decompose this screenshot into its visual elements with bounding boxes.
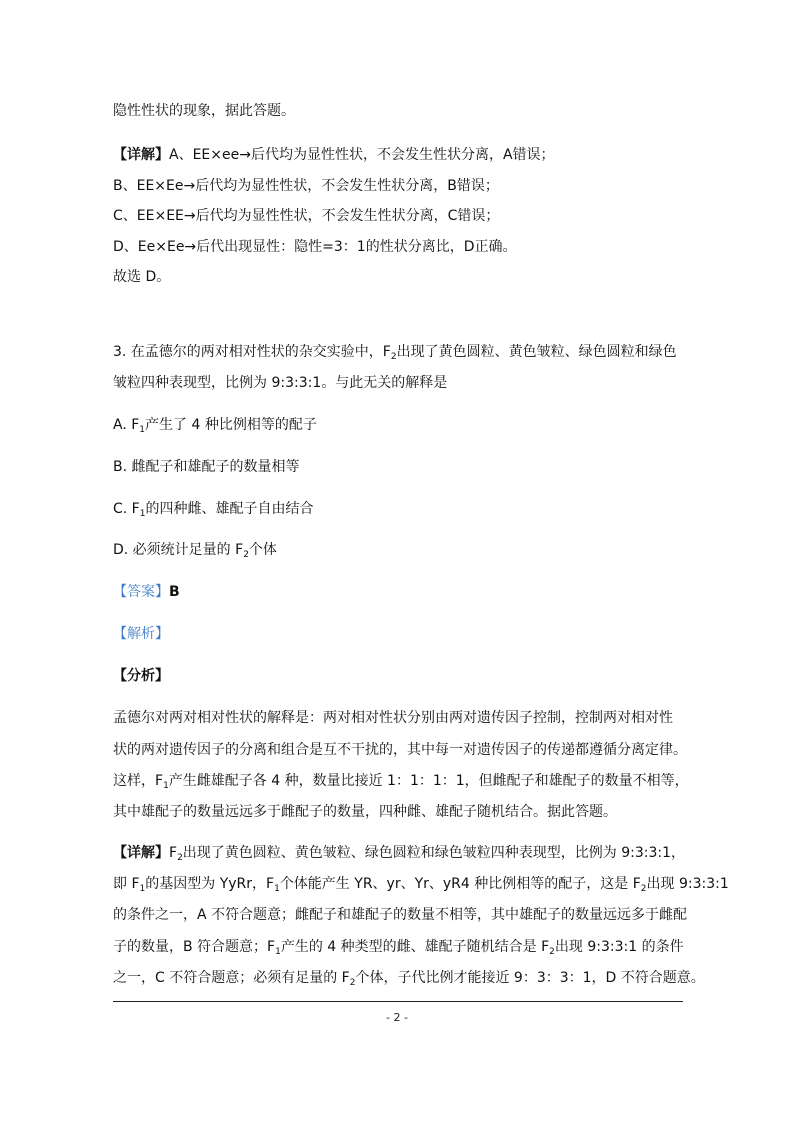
fenxi-tag-line <box>113 666 169 686</box>
option-c-post: 的四种雌、雄配子自由结合 <box>145 501 314 517</box>
answer-line <box>113 582 180 602</box>
d4-a: 子的数量，B 符合题意；F <box>113 939 276 955</box>
q3-stem-line2 <box>113 373 447 393</box>
detail-d-text: D、Ee×Ee→后代出现显性：隐性=3：1的性状分离比，D正确。 <box>113 239 517 255</box>
fenxi-line3 <box>113 771 689 796</box>
option-d-post: 个体 <box>248 542 277 558</box>
d4-c: 出现 9:3:3:1 的条件 <box>554 939 684 955</box>
option-d-pre: D. 必须统计足量的 F <box>113 542 244 558</box>
fenxi-line4 <box>113 802 617 822</box>
subscript: 2 <box>549 947 555 957</box>
q3-detail-line3 <box>113 905 687 925</box>
d1-b: 出现了黄色圆粒、黄色皱粒、绿色圆粒和绿色皱粒四种表现型，比例为 9:3:3:1， <box>182 845 686 861</box>
q3-option-b <box>113 457 300 477</box>
q3-option-a <box>113 415 317 440</box>
fenxi-text2: 状的两对遗传因子的分离和组合是互不干扰的，其中每一对遗传因子的传递都遵循分离定律。 <box>113 742 687 758</box>
subscript: 1 <box>274 884 280 894</box>
subscript: 1 <box>139 509 146 519</box>
page-number: - 2 - <box>386 1011 408 1024</box>
q3-stem1-a: 3. 在孟德尔的两对相对性状的杂交实验中，F <box>113 344 391 360</box>
fenxi-text4: 其中雄配子的数量远远多于雌配子的数量，四种雌、雄配子随机结合。据此答题。 <box>113 804 617 820</box>
subscript: 2 <box>640 884 647 894</box>
subscript: 1 <box>139 884 146 894</box>
text-line <box>113 101 295 121</box>
fenxi-text3-b: 产生雌雄配子各 4 种，数量比接近 1：1：1：1，但雌配子和雄配子的数量不相等， <box>168 773 689 789</box>
answer-value: B <box>169 584 180 600</box>
option-b-text: B. 雌配子和雄配子的数量相等 <box>113 459 300 475</box>
prev-line1: 隐性性状的现象，据此答题。 <box>113 103 295 119</box>
d2-a: 即 F <box>113 876 140 892</box>
q3-detail-line5 <box>113 968 705 993</box>
detail-c-text: C、EE×EE→后代均为显性性状，不会发生性状分离，C错误； <box>113 208 500 224</box>
d2-b: 的基因型为 YyRr，F <box>145 876 275 892</box>
choose-text: 故选 D。 <box>113 269 171 285</box>
fenxi-text1: 孟德尔对两对相对性状的解释是：两对相对性状分别由两对遗传因子控制，控制两对相对性 <box>113 710 673 726</box>
detail-tag: 【详解】 <box>113 147 169 163</box>
d4-b: 产生的 4 种类型的雌、雄配子随机结合是 F <box>280 939 550 955</box>
q3-detail-line2 <box>113 874 729 899</box>
d2-c: 个体能产生 YR、yr、Yr、yR4 种比例相等的配子，这是 F <box>279 876 641 892</box>
d5-b: 个体，子代比例才能接近 9：3：3：1，D 不符合题意。 <box>355 970 705 986</box>
detail-line-b <box>113 176 499 196</box>
q3-stem2: 皱粒四种表现型，比例为 9:3:3:1。与此无关的解释是 <box>113 375 448 391</box>
choose-line <box>113 267 170 287</box>
detail-b-text: B、EE×Ee→后代均为显性性状，不会发生性状分离，B错误； <box>113 178 499 194</box>
q3-stem-line1 <box>113 342 677 367</box>
option-c-pre: C. F <box>113 501 140 517</box>
d2-d: 出现 9:3:3:1 <box>646 876 729 892</box>
detail-line-d <box>113 237 516 257</box>
subscript: 2 <box>177 853 183 863</box>
q3-stem1-b: 出现了黄色圆粒、黄色皱粒、绿色圆粒和绿色 <box>396 344 677 360</box>
analysis-line <box>113 624 169 644</box>
detail-line-a <box>113 145 555 165</box>
fenxi-tag: 【分析】 <box>113 668 169 684</box>
subscript: 1 <box>163 781 169 791</box>
subscript: 2 <box>349 978 356 988</box>
analysis-tag: 【解析】 <box>113 626 169 642</box>
footer-divider <box>113 1001 683 1002</box>
d1-a: F <box>169 845 178 861</box>
answer-tag: 【答案】 <box>113 584 169 600</box>
q3-detail-line1 <box>113 843 685 868</box>
subscript: 1 <box>275 947 281 957</box>
q3-detail-line4 <box>113 937 684 962</box>
fenxi-text3-a: 这样，F <box>113 773 164 789</box>
d5-a: 之一，C 不符合题意；必须有足量的 F <box>113 970 350 986</box>
q3-option-d <box>113 540 277 565</box>
detail-tag: 【详解】 <box>113 845 169 861</box>
option-a-post: 产生了 4 种比例相等的配子 <box>145 417 317 433</box>
subscript: 1 <box>139 425 146 435</box>
fenxi-line2 <box>113 740 687 760</box>
q3-option-c <box>113 499 313 524</box>
subscript: 2 <box>243 550 249 560</box>
detail-line-c <box>113 206 499 226</box>
detail-a-text: A、EE×ee→后代均为显性性状，不会发生性状分离，A错误； <box>169 147 555 163</box>
d3: 的条件之一，A 不符合题意；雌配子和雄配子的数量不相等，其中雄配子的数量远远多于雌配 <box>113 907 688 923</box>
subscript: 2 <box>390 352 397 362</box>
option-a-pre: A. F <box>113 417 140 433</box>
fenxi-line1 <box>113 708 673 728</box>
